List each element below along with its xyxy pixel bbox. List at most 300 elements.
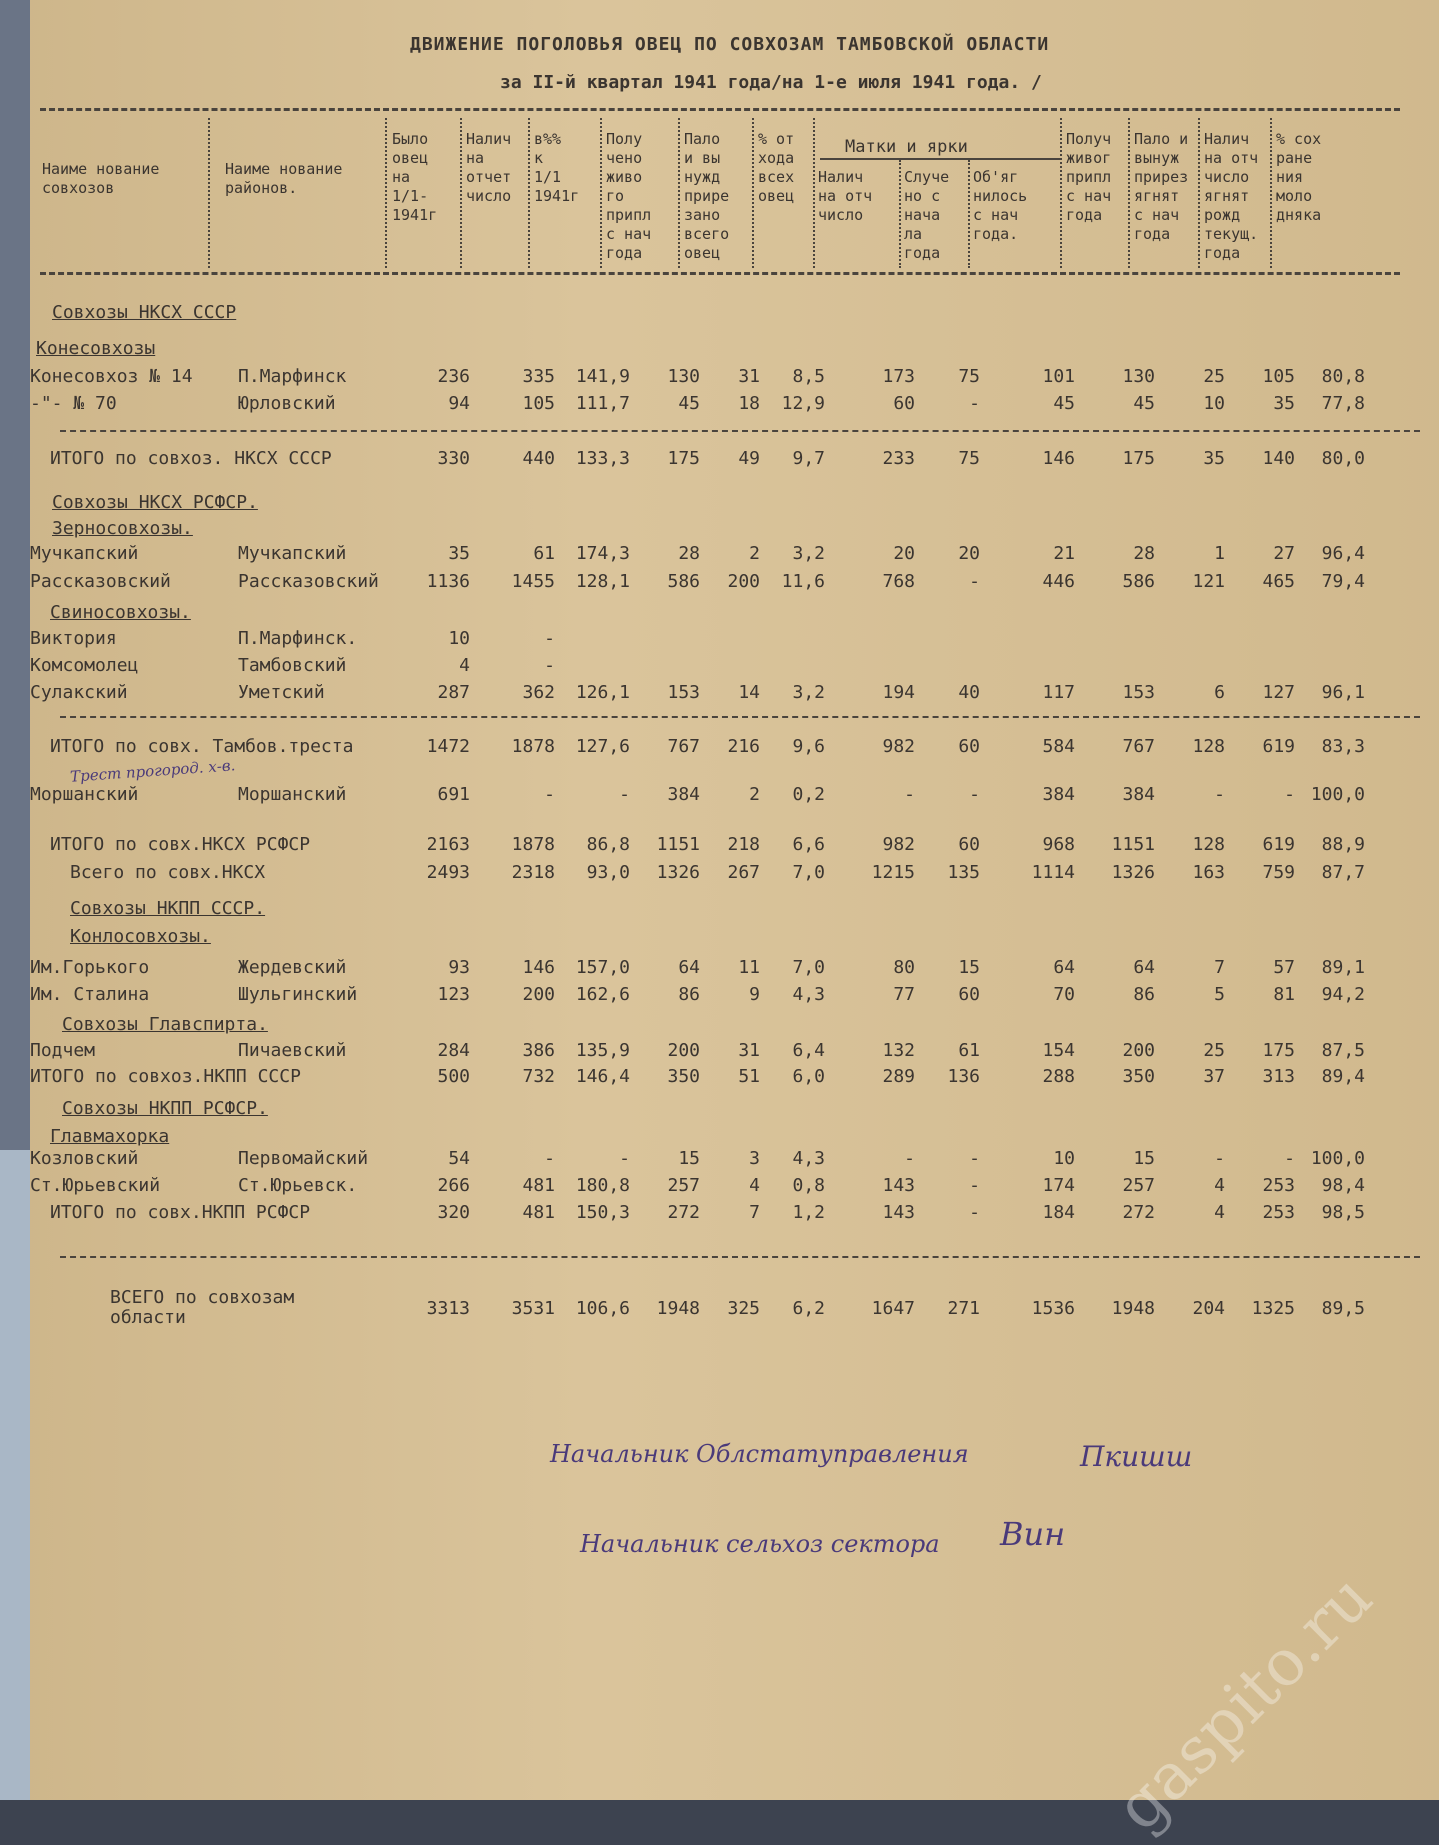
header-mated: Случе но с нача ла года xyxy=(904,168,950,262)
table-cell: 88,9 xyxy=(1321,834,1365,855)
table-cell: 362 xyxy=(522,682,555,703)
section-title: Совхозы НКПП РСФСР. xyxy=(62,1098,268,1119)
table-cell: 174,3 xyxy=(575,543,630,564)
signature-title-statistics: Начальник Облстатуправления xyxy=(550,1440,969,1468)
table-cell: 7 xyxy=(1214,957,1225,978)
table-cell: 37 xyxy=(1203,1066,1225,1087)
table-cell: 200 xyxy=(1122,1040,1155,1061)
table-cell: Шульгинский xyxy=(238,984,358,1005)
table-cell: 1151 xyxy=(656,834,700,855)
table-cell: 60 xyxy=(958,984,980,1005)
table-cell: 75 xyxy=(958,448,980,469)
document-sheet xyxy=(30,0,1439,1845)
table-cell: 10 xyxy=(1203,393,1225,414)
table-cell: 45 xyxy=(1053,393,1075,414)
table-cell: Моршанский xyxy=(238,784,347,805)
subsection-title: Конлосовхозы. xyxy=(70,926,211,947)
table-cell: 271 xyxy=(947,1298,980,1319)
table-cell: 284 xyxy=(437,1040,470,1061)
table-cell: 89,4 xyxy=(1321,1066,1365,1087)
table-cell: 127 xyxy=(1262,682,1295,703)
table-cell: 330 xyxy=(437,448,470,469)
table-cell: 325 xyxy=(727,1298,760,1319)
table-cell: 143 xyxy=(882,1175,915,1196)
table-cell: 350 xyxy=(667,1066,700,1087)
table-cell: 83,3 xyxy=(1321,736,1365,757)
table-cell: 163 xyxy=(1192,862,1225,883)
table-cell: 128 xyxy=(1192,736,1225,757)
table-cell: 253 xyxy=(1262,1175,1295,1196)
table-cell: 154 xyxy=(1042,1040,1075,1061)
header-district: Наиме нование районов. xyxy=(225,160,343,197)
table-row xyxy=(30,1148,1439,1174)
table-cell: 6,6 xyxy=(792,834,825,855)
table-cell: Им.Горького xyxy=(30,957,150,978)
table-cell: 3313 xyxy=(426,1298,470,1319)
table-cell: 94,2 xyxy=(1321,984,1365,1005)
table-cell: Юрловский xyxy=(238,393,336,414)
document-title: ДВИЖЕНИЕ ПОГОЛОВЬЯ ОВЕЦ ПО СОВХОЗАМ ТАМБОВСКОЙ ОБЛАСТИ xyxy=(410,34,1050,55)
table-cell: 28 xyxy=(678,543,700,564)
table-cell: 350 xyxy=(1122,1066,1155,1087)
col-separator xyxy=(1128,118,1130,268)
table-cell: 384 xyxy=(1042,784,1075,805)
table-cell: - xyxy=(969,1175,980,1196)
table-cell: 98,5 xyxy=(1321,1202,1365,1223)
table-row xyxy=(30,984,1439,1010)
table-row xyxy=(30,655,1439,681)
table-cell: 135,9 xyxy=(575,1040,630,1061)
table-cell: 21 xyxy=(1053,543,1075,564)
table-cell: 287 xyxy=(437,682,470,703)
table-cell: 89,5 xyxy=(1321,1298,1365,1319)
total-row xyxy=(30,448,1439,474)
table-cell: 128 xyxy=(1192,834,1225,855)
table-cell: 4 xyxy=(1214,1202,1225,1223)
table-cell: - xyxy=(544,1148,555,1169)
table-cell: 79,4 xyxy=(1321,571,1365,592)
table-cell: 8,5 xyxy=(792,366,825,387)
subsection-title: Совхозы Главспирта. xyxy=(62,1014,268,1035)
table-cell: 60 xyxy=(958,736,980,757)
table-cell: 2 xyxy=(749,543,760,564)
table-cell: 184 xyxy=(1042,1202,1075,1223)
table-cell: 96,1 xyxy=(1321,682,1365,703)
table-row xyxy=(30,784,1439,810)
table-cell: Уметский xyxy=(238,682,325,703)
table-cell: 80 xyxy=(893,957,915,978)
table-cell: 105 xyxy=(1262,366,1295,387)
document-subtitle: за II-й квартал 1941 года/на 1-е июля 1941 года. / xyxy=(500,72,1042,93)
table-cell: 732 xyxy=(522,1066,555,1087)
table-cell: 70 xyxy=(1053,984,1075,1005)
table-cell: 96,4 xyxy=(1321,543,1365,564)
total-row xyxy=(30,1066,1439,1092)
table-cell: 81 xyxy=(1273,984,1295,1005)
header-ewes-present: Налич на отч число xyxy=(818,168,873,224)
col-separator xyxy=(1270,118,1272,268)
row-divider xyxy=(60,716,1420,718)
section-title: Совхозы НКСХ РСФСР. xyxy=(52,492,258,513)
table-cell: Конесовхоз № 14 xyxy=(30,366,193,387)
table-cell: 584 xyxy=(1042,736,1075,757)
table-cell: 2 xyxy=(749,784,760,805)
table-cell: 146 xyxy=(522,957,555,978)
handwritten-note: Трест прогород. х-в. xyxy=(69,756,236,786)
table-cell: - xyxy=(1214,784,1225,805)
table-cell: 3,2 xyxy=(792,682,825,703)
header-offspring: Полу чено живо го припл с нач года xyxy=(606,130,652,262)
table-cell: 6,2 xyxy=(792,1298,825,1319)
table-cell: 289 xyxy=(882,1066,915,1087)
table-cell: 10 xyxy=(448,628,470,649)
table-cell: 111,7 xyxy=(575,393,630,414)
table-cell: ИТОГО по совхоз. НКСХ СССР xyxy=(50,448,332,469)
table-cell: 64 xyxy=(678,957,700,978)
table-cell: 272 xyxy=(667,1202,700,1223)
table-cell: 7,0 xyxy=(792,957,825,978)
table-cell: 87,5 xyxy=(1321,1040,1365,1061)
table-cell: Подчем xyxy=(30,1040,96,1061)
table-cell: 11,6 xyxy=(781,571,825,592)
header-bottom-rule xyxy=(40,272,1400,275)
table-cell: 143 xyxy=(882,1202,915,1223)
table-cell: 216 xyxy=(727,736,760,757)
table-cell: 4,3 xyxy=(792,1148,825,1169)
table-cell: 2318 xyxy=(511,862,555,883)
table-cell: 0,8 xyxy=(792,1175,825,1196)
table-cell: 481 xyxy=(522,1202,555,1223)
table-cell: 194 xyxy=(882,682,915,703)
col-separator xyxy=(813,118,815,268)
table-cell: -"- № 70 xyxy=(30,393,117,414)
table-cell: - xyxy=(544,655,555,676)
table-cell: 320 xyxy=(437,1202,470,1223)
table-cell: - xyxy=(619,1148,630,1169)
table-cell: 11 xyxy=(738,957,760,978)
table-cell: 586 xyxy=(667,571,700,592)
table-cell: ИТОГО по совх. Тамбов.треста xyxy=(50,736,354,757)
col-separator xyxy=(600,118,602,268)
table-cell: ИТОГО по совх.НКСХ РСФСР xyxy=(50,834,311,855)
table-cell: 126,1 xyxy=(575,682,630,703)
table-cell: П.Марфинск. xyxy=(238,628,358,649)
table-cell: 1136 xyxy=(426,571,470,592)
total-row xyxy=(30,736,1439,762)
table-cell: 49 xyxy=(738,448,760,469)
header-lambs-fallen: Пало и вынуж прирез ягнят с нач года xyxy=(1134,130,1189,243)
table-cell: 20 xyxy=(958,543,980,564)
table-cell: 127,6 xyxy=(575,736,630,757)
table-cell: 257 xyxy=(667,1175,700,1196)
table-cell: 10 xyxy=(1053,1148,1075,1169)
signature-agri-head: Вин xyxy=(1000,1515,1066,1553)
table-cell: 257 xyxy=(1122,1175,1155,1196)
table-cell: 153 xyxy=(1122,682,1155,703)
table-cell: 101 xyxy=(1042,366,1075,387)
table-cell: 3 xyxy=(749,1148,760,1169)
table-cell: 1 xyxy=(1214,543,1225,564)
signature-title-agri: Начальник сельхоз сектора xyxy=(580,1530,940,1558)
col-separator xyxy=(385,118,387,268)
header-preservation-pct: % сох ране ния моло дняка xyxy=(1276,130,1322,224)
table-cell: 619 xyxy=(1262,736,1295,757)
table-cell: Пичаевский xyxy=(238,1040,347,1061)
header-sovkhoz: Наиме нование совхозов xyxy=(42,160,160,197)
table-cell: 153 xyxy=(667,682,700,703)
table-cell: 1647 xyxy=(871,1298,915,1319)
table-cell: 759 xyxy=(1262,862,1295,883)
table-cell: 200 xyxy=(667,1040,700,1061)
col-separator xyxy=(528,118,530,268)
table-cell: 384 xyxy=(1122,784,1155,805)
table-row xyxy=(30,1040,1439,1066)
table-cell: 130 xyxy=(667,366,700,387)
table-cell: П.Марфинск xyxy=(238,366,347,387)
table-cell: Им. Сталина xyxy=(30,984,150,1005)
table-cell: 105 xyxy=(522,393,555,414)
table-cell: Виктория xyxy=(30,628,117,649)
table-cell: 80,0 xyxy=(1321,448,1365,469)
table-cell: Мучкапский xyxy=(238,543,347,564)
table-cell: ВСЕГО по совхозам области xyxy=(110,1287,295,1328)
table-cell: 128,1 xyxy=(575,571,630,592)
table-cell: 9 xyxy=(749,984,760,1005)
group-underline xyxy=(820,158,1060,160)
col-separator xyxy=(1198,118,1200,268)
table-cell: 233 xyxy=(882,448,915,469)
table-cell: 98,4 xyxy=(1321,1175,1365,1196)
table-cell: 1948 xyxy=(656,1298,700,1319)
table-cell: - xyxy=(969,1148,980,1169)
table-cell: 15 xyxy=(1133,1148,1155,1169)
table-cell: 4,3 xyxy=(792,984,825,1005)
col-separator xyxy=(678,118,680,268)
table-cell: Рассказовский xyxy=(30,571,171,592)
table-cell: 2493 xyxy=(426,862,470,883)
table-cell: 61 xyxy=(533,543,555,564)
table-cell: 93 xyxy=(448,957,470,978)
col-separator xyxy=(460,118,462,268)
table-cell: 51 xyxy=(738,1066,760,1087)
table-row xyxy=(30,393,1439,419)
table-cell: 465 xyxy=(1262,571,1295,592)
table-cell: 146,4 xyxy=(575,1066,630,1087)
table-cell: 35 xyxy=(448,543,470,564)
table-cell: 27 xyxy=(1273,543,1295,564)
table-cell: 1114 xyxy=(1031,862,1075,883)
table-cell: 173 xyxy=(882,366,915,387)
header-top-rule xyxy=(40,108,1400,111)
table-cell: Моршанский xyxy=(30,784,139,805)
col-separator xyxy=(899,160,901,268)
table-cell: 14 xyxy=(738,682,760,703)
table-cell: - xyxy=(1284,784,1295,805)
table-cell: 93,0 xyxy=(586,862,630,883)
table-cell: 45 xyxy=(1133,393,1155,414)
table-cell: 35 xyxy=(1273,393,1295,414)
table-cell: 272 xyxy=(1122,1202,1155,1223)
table-cell: 89,1 xyxy=(1321,957,1365,978)
total-row xyxy=(30,862,1439,888)
table-cell: 9,7 xyxy=(792,448,825,469)
table-row xyxy=(30,543,1439,569)
table-cell: 106,6 xyxy=(575,1298,630,1319)
table-cell: 1878 xyxy=(511,834,555,855)
table-cell: - xyxy=(904,1148,915,1169)
table-cell: Ст.Юрьевск. xyxy=(238,1175,358,1196)
table-cell: 313 xyxy=(1262,1066,1295,1087)
table-cell: 86 xyxy=(678,984,700,1005)
table-cell: 253 xyxy=(1262,1202,1295,1223)
table-cell: 691 xyxy=(437,784,470,805)
table-cell: 288 xyxy=(1042,1066,1075,1087)
table-cell: 267 xyxy=(727,862,760,883)
table-cell: 64 xyxy=(1053,957,1075,978)
total-row xyxy=(30,1202,1439,1228)
table-cell: - xyxy=(1284,1148,1295,1169)
table-cell: 446 xyxy=(1042,571,1075,592)
table-cell: 175 xyxy=(667,448,700,469)
table-cell: 162,6 xyxy=(575,984,630,1005)
table-cell: 15 xyxy=(958,957,980,978)
table-cell: Всего по совх.НКСХ xyxy=(70,862,266,883)
table-cell: 1,2 xyxy=(792,1202,825,1223)
table-cell: 146 xyxy=(1042,448,1075,469)
subsection-title: Главмахорка xyxy=(50,1126,170,1147)
table-cell: 40 xyxy=(958,682,980,703)
table-cell: 64 xyxy=(1133,957,1155,978)
header-percent-jan: в%% к 1/1 1941г xyxy=(534,130,580,205)
table-cell: 25 xyxy=(1203,366,1225,387)
table-cell: 7 xyxy=(749,1202,760,1223)
header-loss-pct: % от хода всех овец xyxy=(758,130,795,205)
table-cell: - xyxy=(904,784,915,805)
table-cell: 94 xyxy=(448,393,470,414)
header-lambs-present: Налич на отч число ягнят рожд текущ. года xyxy=(1204,130,1259,262)
table-cell: Рассказовский xyxy=(238,571,379,592)
table-cell: 86 xyxy=(1133,984,1155,1005)
table-cell: 117 xyxy=(1042,682,1075,703)
table-cell: 87,7 xyxy=(1321,862,1365,883)
table-cell: - xyxy=(1214,1148,1225,1169)
table-cell: 121 xyxy=(1192,571,1225,592)
table-cell: 35 xyxy=(1203,448,1225,469)
table-cell: - xyxy=(619,784,630,805)
table-cell: Первомайский xyxy=(238,1148,369,1169)
table-cell: - xyxy=(969,784,980,805)
table-cell: 180,8 xyxy=(575,1175,630,1196)
table-cell: 75 xyxy=(958,366,980,387)
table-cell: 982 xyxy=(882,736,915,757)
table-cell: 9,6 xyxy=(792,736,825,757)
table-cell: 586 xyxy=(1122,571,1155,592)
table-cell: 25 xyxy=(1203,1040,1225,1061)
table-row xyxy=(30,366,1439,392)
section-title: Совхозы НКСХ СССР xyxy=(52,302,237,323)
table-cell: 767 xyxy=(667,736,700,757)
table-cell: - xyxy=(969,393,980,414)
table-cell: 968 xyxy=(1042,834,1075,855)
table-cell: 77,8 xyxy=(1321,393,1365,414)
table-cell: 768 xyxy=(882,571,915,592)
table-cell: 20 xyxy=(893,543,915,564)
table-cell: 500 xyxy=(437,1066,470,1087)
table-cell: 28 xyxy=(1133,543,1155,564)
table-row xyxy=(30,957,1439,983)
col-separator xyxy=(208,118,210,268)
table-cell: 1536 xyxy=(1031,1298,1075,1319)
table-cell: 1878 xyxy=(511,736,555,757)
table-cell: 481 xyxy=(522,1175,555,1196)
table-cell: 266 xyxy=(437,1175,470,1196)
table-row xyxy=(30,628,1439,654)
table-row xyxy=(30,1175,1439,1201)
table-cell: 0,2 xyxy=(792,784,825,805)
header-sheep-jan: Было овец на 1/1- 1941г xyxy=(392,130,438,224)
header-fallen: Пало и вы нужд прире зано всего овец xyxy=(684,130,730,262)
table-cell: ИТОГО по совх.НКПП РСФСР xyxy=(50,1202,311,1223)
header-ewes-group: Матки и ярки xyxy=(845,137,968,157)
table-cell: 130 xyxy=(1122,366,1155,387)
table-cell: 4 xyxy=(749,1175,760,1196)
table-cell: 175 xyxy=(1262,1040,1295,1061)
table-cell: 386 xyxy=(522,1040,555,1061)
header-lambed: Об'яг нилось с нач года. xyxy=(973,168,1028,243)
grand-total-row xyxy=(30,1288,1439,1334)
table-cell: 140 xyxy=(1262,448,1295,469)
table-cell: 175 xyxy=(1122,448,1155,469)
table-cell: 7,0 xyxy=(792,862,825,883)
table-cell: Жердевский xyxy=(238,957,347,978)
table-cell: 61 xyxy=(958,1040,980,1061)
table-cell: 57 xyxy=(1273,957,1295,978)
watermark: gaspito.ru xyxy=(1102,1560,1388,1845)
table-cell: 1472 xyxy=(426,736,470,757)
table-cell: 54 xyxy=(448,1148,470,1169)
table-cell: 200 xyxy=(522,984,555,1005)
table-cell: 1325 xyxy=(1251,1298,1295,1319)
table-cell: 77 xyxy=(893,984,915,1005)
table-row xyxy=(30,571,1439,597)
table-cell: 1326 xyxy=(1111,862,1155,883)
table-cell: 132 xyxy=(882,1040,915,1061)
col-separator xyxy=(752,118,754,268)
table-cell: - xyxy=(969,571,980,592)
table-cell: 174 xyxy=(1042,1175,1075,1196)
section-title: Совхозы НКПП СССР. xyxy=(70,898,266,919)
table-cell: - xyxy=(969,1202,980,1223)
table-cell: 440 xyxy=(522,448,555,469)
row-divider xyxy=(60,430,1420,432)
col-separator xyxy=(1060,118,1062,268)
table-cell: 982 xyxy=(882,834,915,855)
table-cell: 31 xyxy=(738,366,760,387)
table-cell: 100,0 xyxy=(1310,784,1365,805)
table-cell: 204 xyxy=(1192,1298,1225,1319)
table-cell: 135 xyxy=(947,862,980,883)
total-row xyxy=(30,834,1439,860)
header-present: Налич на отчет число xyxy=(466,130,512,205)
table-cell: 1455 xyxy=(511,571,555,592)
table-cell: 236 xyxy=(437,366,470,387)
table-cell: 6 xyxy=(1214,682,1225,703)
table-cell: 60 xyxy=(958,834,980,855)
table-cell: 141,9 xyxy=(575,366,630,387)
table-cell: 335 xyxy=(522,366,555,387)
table-cell: 1948 xyxy=(1111,1298,1155,1319)
table-cell: 136 xyxy=(947,1066,980,1087)
